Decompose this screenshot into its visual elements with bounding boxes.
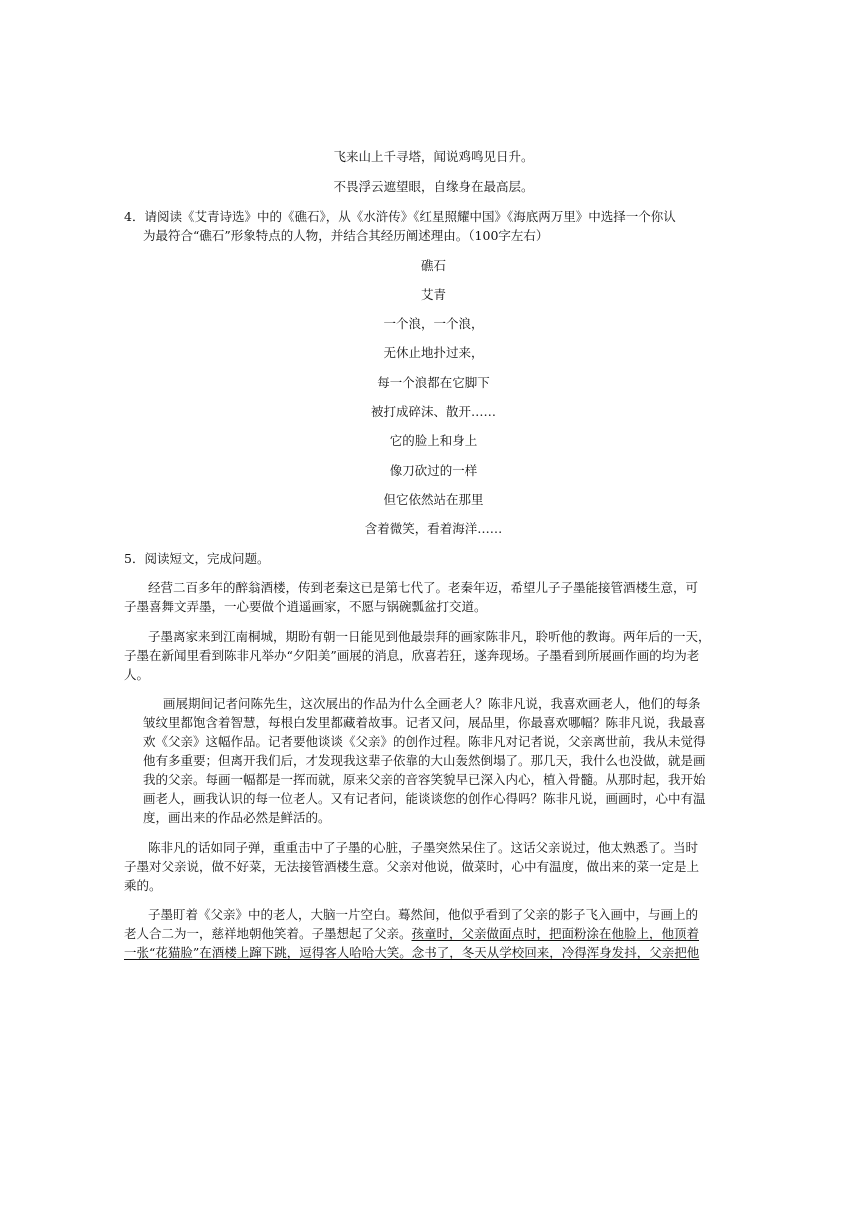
paragraph-line: 我的父亲。每画一幅都是一挥而就，原来父亲的音容笑貌早已深入内心，植入骨髓。从那时起，我开始 xyxy=(143,772,706,787)
paragraph-line: 子墨盯着《父亲》中的老人，大脑一片空白。蓦然间，他似乎看到了父亲的影子飞入画中，与画上的 xyxy=(148,907,699,922)
paragraph-line: 乘的。 xyxy=(124,878,162,893)
paragraph-line: 他有多重要；但离开我们后，才发现我这辈子依靠的大山轰然倒塌了。那几天，我什么也没做，就是画 xyxy=(143,753,706,768)
paragraph-line xyxy=(124,924,699,942)
paragraph-line: 人。 xyxy=(124,667,150,682)
poem-title: 礁石 xyxy=(420,258,446,273)
underlined-text: 孩童时，父亲做面点时，把面粉涂在他脸上，他顶着 xyxy=(411,926,700,941)
question-4-text: 为最符合“礁石”形象特点的人物，并结合其经历阐述理由。（100字左右） xyxy=(143,228,549,243)
poem-line: 无休止地扑过来， xyxy=(383,345,484,360)
underlined-text: 一张“花猫脸”在酒楼上蹿下跳，逗得客人哈哈大笑。念书了，冬天从学校回来，冷得浑身发抖，父亲把他 xyxy=(124,945,700,960)
paragraph-line: 陈非凡的话如同子弹，重重击中了子墨的心脏，子墨突然呆住了。这话父亲说过，他太熟悉了。当时 xyxy=(148,840,699,855)
poem-line: 不畏浮云遮望眼，自缘身在最高层。 xyxy=(333,179,534,194)
poem-line: 但它依然站在那里 xyxy=(383,492,484,507)
question-4-text: 4．请阅读《艾青诗选》中的《礁石》，从《水浒传》《红星照耀中国》《海底两万里》中选择一个你认 xyxy=(124,209,676,224)
poem-line: 一个浪，一个浪， xyxy=(383,316,484,331)
poem-line: 每一个浪都在它脚下 xyxy=(377,375,490,390)
paragraph-line: 经营二百多年的醉翁酒楼，传到老秦这已是第七代了。老秦年迈，希望儿子子墨能接管酒楼生意，可 xyxy=(148,580,699,595)
poem-line: 像刀砍过的一样 xyxy=(389,463,478,478)
paragraph-line: 子墨对父亲说，做不好菜，无法接管酒楼生意。父亲对他说，做菜时，心中有温度，做出来的菜一定是上 xyxy=(124,859,700,874)
paragraph-line: 欢《父亲》这幅作品。记者要他谈谈《父亲》的创作过程。陈非凡对记者说，父亲离世前，我从未觉得 xyxy=(143,734,706,749)
paragraph-line: 子墨喜舞文弄墨，一心要做个逍遥画家，不愿与锅碗瓢盆打交道。 xyxy=(124,599,487,614)
question-5-heading: 5．阅读短文，完成问题。 xyxy=(124,551,270,566)
paragraph-line: 度，画出来的作品必然是鲜活的。 xyxy=(143,810,331,825)
paragraph-line xyxy=(124,943,699,961)
poem-line: 含着微笑，看着海洋…… xyxy=(364,521,503,536)
poem-line: 飞来山上千寻塔，闻说鸡鸣见日升。 xyxy=(333,149,534,164)
paragraph-line: 子墨离家来到江南桐城，期盼有朝一日能见到他最崇拜的画家陈非凡，聆听他的教诲。两年后的一天， xyxy=(148,629,711,644)
poem-line: 它的脸上和身上 xyxy=(389,433,478,448)
plain-text: 老人合二为一，慈祥地朝他笑着。子墨想起了父亲。 xyxy=(124,926,412,941)
poem-line: 被打成碎沫、散开…… xyxy=(370,404,496,419)
paragraph-line: 子墨在新闻里看到陈非凡举办“夕阳美”画展的消息，欣喜若狂，遂奔现场。子墨看到所展画作画的均为老 xyxy=(124,648,700,663)
poem-author: 艾青 xyxy=(420,287,446,302)
paragraph-line: 画展期间记者问陈先生，这次展出的作品为什么全画老人？陈非凡说，我喜欢画老人，他们的每条 xyxy=(163,696,701,711)
paragraph-line: 皱纹里都饱含着智慧，每根白发里都藏着故事。记者又问，展品里，你最喜欢哪幅？陈非凡说，我最喜 xyxy=(143,715,706,730)
paragraph-line: 画老人，画我认识的每一位老人。又有记者问，能谈谈您的创作心得吗？陈非凡说，画画时，心中有温 xyxy=(143,791,706,806)
